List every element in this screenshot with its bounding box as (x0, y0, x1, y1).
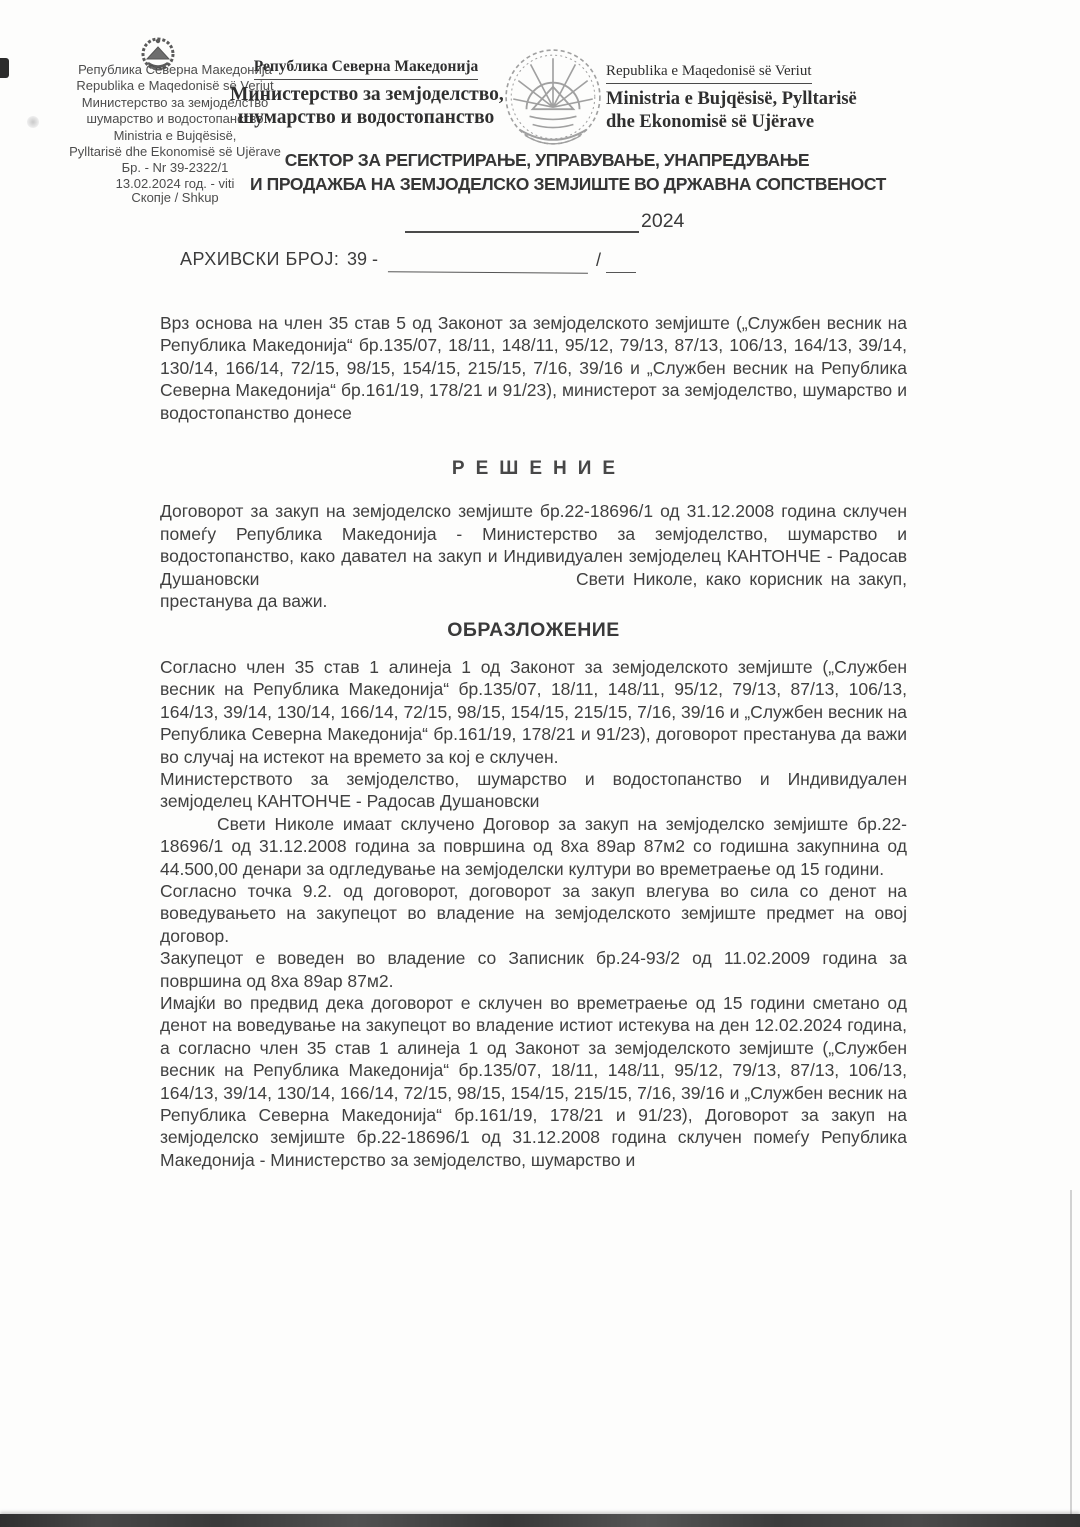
header-country-mk: Република Северна Македонија (254, 58, 479, 80)
header-ministry-mk-line2: шумарство и водостопанство (237, 107, 495, 128)
scan-right-edge-line (1070, 1190, 1072, 1527)
header-ministry-mk-line1: Министерство за земјоделство, (230, 84, 504, 105)
document-body (160, 312, 907, 1171)
archive-number-blank (388, 251, 588, 273)
header-ministry-sq-line2: dhe Ekonomisë së Ujërave (606, 112, 815, 132)
rationale-paragraph-3: Свети Николе имаат склучено Договор за закуп на земјоделско земјиште бр.22-18696/1 од 31.12.2008 година за површина од 8ха 89ар 87м2 со годишна закупнина од 44.500,00 денари за одгледување на земјоделски култури во времетраење од 15 години. (160, 813, 907, 879)
header-country-sq: Republika e Maqedonisë së Veriut (606, 63, 812, 84)
stamp-line: Ministria e Bujqësisë, (113, 127, 237, 143)
rationale-paragraph-6: Имајќи во предвид дека договорот е склучен во времетраење од 15 години сметано од денот на воведување на закупецот во владение истиот истекува на ден 12.02.2024 година, а согласно член 35 став 1 алинеја 1 од Законот за земјоделското земјиште („Службен весник на Република Македонија“ бр.135/07, 18/11, 148/11, 95/12, 79/13, 87/13, 106/13, 164/13, 39/14, 130/14, 166/14, 72/15, 98/15, 154/15, 215/15, 7/16, 39/16 и „Службен весник на Република Северна Македонија“ бр.161/19, 178/21 и 91/23), Договорот за закуп на земјоделско земјиште бр.22-18696/1 од 31.12.2008 година склучен помеѓу Република Македонија - Министерство за земјоделство, шумарство и (160, 992, 907, 1170)
year-blank-underline (405, 211, 639, 233)
rationale-paragraph-1: Согласно член 35 став 1 алинеја 1 од Законот за земјоделското земјиште („Службен весник на Република Македонија“ бр.135/07, 18/11, 148/11, 95/12, 79/13, 87/13, 106/13, 164/13, 39/14, 130/14, 166/14, 72/15, 98/15, 154/15, 215/15, 7/16, 39/16 и „Службен весник на Република Северна Македонија“ бр.161/19, 178/21 и 91/23), договорот престанува да важи во случај на истекот на времето за кој е склучен. (160, 656, 907, 767)
rationale-paragraph-5: Закупецот е воведен во владение со Записник бр.24-93/2 од 11.02.2009 година за површина од 8ха 89ар 87м2. (160, 948, 907, 991)
archive-number-separator: / (596, 250, 602, 270)
stamp-line: Република Северна Македонија (78, 62, 272, 77)
decision-text-main: Договорот за закуп на земјоделско земјиште бр.22-18696/1 од 31.12.2008 година склучен помеѓу Република Македонија - Министерство за земјоделство, шумарство и водостопанство, како давател на закуп и Индивидуален земјоделец КАНТОНЧЕ - Радосав Душановски (160, 501, 907, 589)
archive-number-label: АРХИВСКИ БРОЈ: (180, 249, 340, 269)
rationale-paragraph-4: Согласно точка 9.2. од договорот, договорот за закуп влегува во сила со денот на воведувањето на закупецот во владение на земјоделското земјиште предмет на овој договор. (160, 880, 907, 946)
stamp-city: Скопје / Shkup (131, 189, 219, 205)
intro-paragraph: Врз основа на член 35 став 5 од Законот за земјоделското земјиште („Службен весник на Република Македонија“ бр.135/07, 18/11, 148/11, 95/12, 79/13, 87/13, 106/13, 164/13, 39/14, 130/14, 166/14, 72/15, 98/15, 154/15, 215/15, 7/16, 39/16 и „Службен весник на Република Северна Македонија“ бр.161/19, 178/21 и 91/23), министерот за земјоделство, шумарство и водостопанство донесе (160, 313, 907, 423)
rationale-paragraph-2: Министерството за земјоделство, шумарство и водостопанство и Индивидуален земјоделец КАНТОНЧЕ - Радосав Душановски (160, 768, 907, 812)
header-ministry-macedonian (230, 58, 502, 129)
decision-paragraph (160, 500, 907, 612)
sector-heading-line1: СЕКТОР ЗА РЕГИСТРИРАЊЕ, УПРАВУВАЊЕ, УНАПРЕДУВАЊЕ (284, 150, 810, 170)
redaction-gap (268, 584, 568, 585)
sector-heading-line2: И ПРОДАЖБА НА ЗЕМЈОДЕЛСКО ЗЕМЈИШТЕ ВО ДРЖАВНА СОПСТВЕНОСТ (250, 174, 886, 194)
header-ministry-albanian (606, 62, 966, 134)
scan-bottom-edge-band (0, 1514, 1080, 1527)
sector-heading (250, 148, 886, 196)
stamp-date: 13.02.2024 год. - viti (115, 175, 235, 191)
archive-suffix-blank (606, 252, 636, 273)
stamp-line: шумарство и водостопанство (86, 111, 264, 127)
archive-number-prefix: 39 - (347, 249, 379, 269)
stamp-line: Republika e Maqedonisë së Veriut (76, 78, 274, 94)
coat-of-arms-icon (502, 46, 604, 152)
decision-heading: РЕШЕНИЕ (451, 458, 627, 480)
stamp-line: Министерство за земјоделство (81, 94, 269, 110)
scan-artifact-smudge (27, 116, 39, 128)
header-ministry-sq-line1: Ministria e Bujqësisë, Pylltarisë (606, 89, 857, 109)
year-value: 2024 (641, 210, 685, 232)
stamp-document-number: Бр. - Nr 39-2322/1 (121, 160, 229, 176)
rationale-heading: ОБРАЗЛОЖЕНИЕ (447, 619, 620, 642)
scan-artifact-mark (0, 58, 9, 78)
decision-text-tail: Свети Николе, како корисник на закуп, престанува да важи. (160, 568, 907, 612)
stamp-line: Pylltarisë dhe Ekonomisë së Ujërave (69, 144, 281, 160)
